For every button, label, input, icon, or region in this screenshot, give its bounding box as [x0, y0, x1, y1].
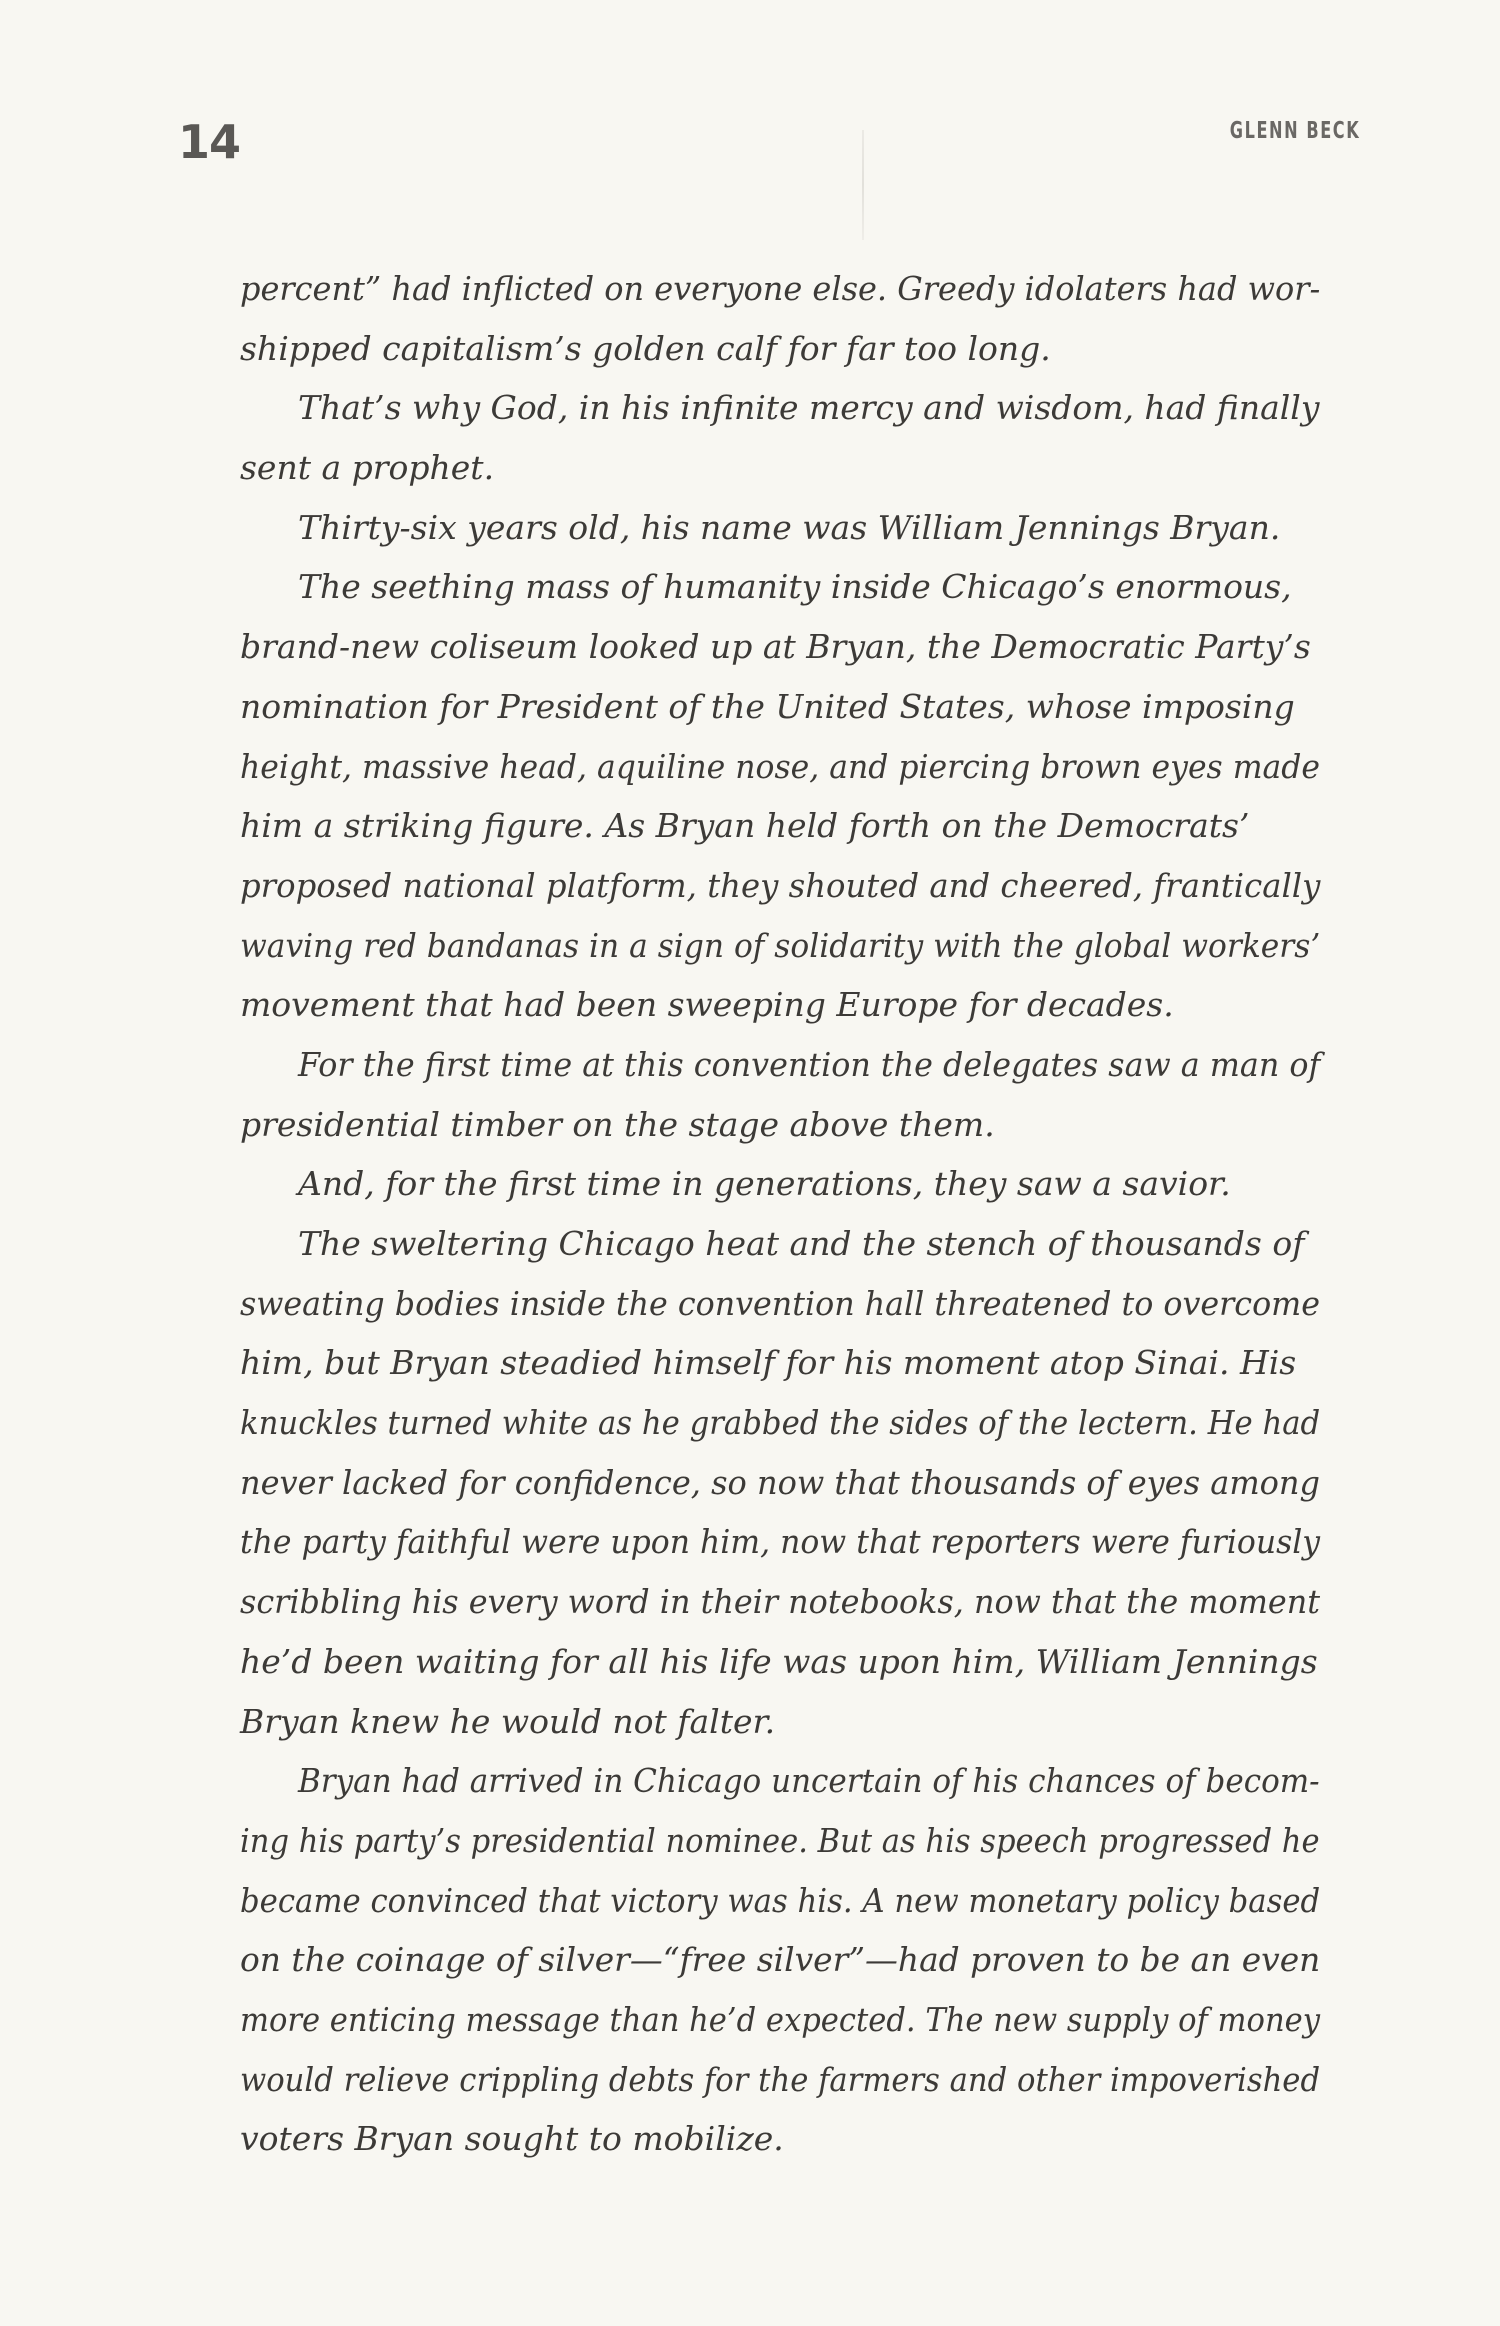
text-line: scribbling his every word in their notebooks, now that the moment [240, 1582, 1321, 1622]
text-line: height, massive head, aquiline nose, and piercing brown eyes made [240, 746, 1321, 786]
text-line: That’s why God, in his infinite mercy and wisdom, had finally [298, 388, 1320, 428]
text-line: brand-new coliseum looked up at Bryan, the Democratic Party’s [240, 627, 1311, 667]
text-line: movement that had been sweeping Europe for decades. [240, 985, 1174, 1025]
body-text [240, 259, 1320, 2169]
text-line: him, but Bryan steadied himself for his moment atop Sinai. His [240, 1343, 1297, 1383]
text-line: The seething mass of humanity inside Chicago’s enormous, [298, 567, 1292, 607]
text-line: became convinced that victory was his. A new monetary policy based [240, 1880, 1321, 1920]
text-line: more enticing message than he’d expected. The new supply of money [240, 1999, 1320, 2039]
text-line: Bryan knew he would not falter. [240, 1701, 776, 1741]
text-line: presidential timber on the stage above them. [240, 1104, 995, 1144]
text-line: nomination for President of the United States, whose imposing [240, 686, 1295, 726]
text-line: Thirty-six years old, his name was William Jennings Bryan. [298, 507, 1281, 547]
text-line: shipped capitalism’s golden calf for far too long. [240, 328, 1051, 368]
text-line: Bryan had arrived in Chicago uncertain of his chances of becom- [298, 1761, 1320, 1801]
text-line: sent a prophet. [240, 448, 495, 488]
text-line: For the first time at this convention the delegates saw a man of [298, 1044, 1321, 1084]
text-line: And, for the first time in generations, they saw a savior. [298, 1164, 1231, 1204]
text-line: sweating bodies inside the convention hall threatened to overcome [240, 1283, 1320, 1323]
gutter-shadow [862, 130, 864, 240]
text-line: knuckles turned white as he grabbed the sides of the lectern. He had [240, 1403, 1321, 1443]
text-line: never lacked for confidence, so now that thousands of eyes among [240, 1462, 1321, 1502]
text-line: percent” had inflicted on everyone else. Greedy idolaters had wor- [240, 269, 1321, 308]
text-line: on the coinage of silver—“free silver”—had proven to be an even [240, 1940, 1321, 1980]
text-line: would relieve crippling debts for the farmers and other impoverished [240, 2059, 1321, 2099]
text-line: the party faithful were upon him, now that reporters were furiously [240, 1522, 1321, 1562]
text-line: him a striking figure. As Bryan held forth on the Democrats’ [240, 806, 1250, 846]
text-line: waving red bandanas in a sign of solidarity with the global workers’ [240, 925, 1321, 965]
text-line: voters Bryan sought to mobilize. [240, 2119, 784, 2159]
text-line: The sweltering Chicago heat and the stench of thousands of [298, 1224, 1305, 1263]
page-number: 14 [178, 115, 241, 169]
text-line: he’d been waiting for all his life was upon him, William Jennings [240, 1641, 1318, 1681]
text-line: proposed national platform, they shouted and cheered, frantically [240, 865, 1321, 905]
running-head: GLENN BECK [1229, 118, 1360, 144]
text-line: ing his party’s presidential nominee. But as his speech progressed he [240, 1820, 1320, 1860]
